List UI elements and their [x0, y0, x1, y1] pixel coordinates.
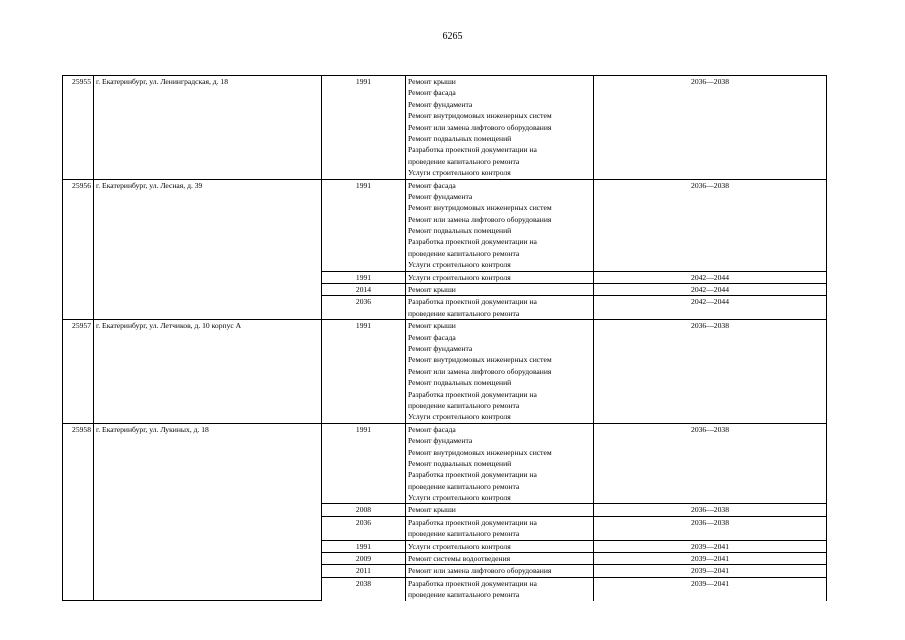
work-item: Услуги строительного контроля: [408, 412, 511, 422]
period-cell: 2039—2041: [594, 577, 827, 600]
table-body: [63, 76, 827, 601]
work-item: Ремонт внутридомовых инженерных систем: [408, 447, 552, 457]
period-cell: 2036—2038: [594, 423, 827, 504]
work-item: проведение капитального ремонта: [408, 400, 520, 410]
building-address: г. Екатеринбург, ул. Лукиных, д. 18: [94, 423, 322, 600]
page-number: 6265: [442, 31, 463, 42]
work-item: Разработка проектной документации на: [408, 517, 537, 527]
building-id: 25955: [63, 76, 94, 180]
period-cell: 2036—2038: [594, 76, 827, 180]
works-cell: [406, 76, 594, 180]
works-cell: [406, 565, 594, 577]
works-cell: [406, 271, 594, 283]
work-item: Услуги строительного контроля: [408, 272, 511, 282]
work-item: Услуги строительного контроля: [408, 541, 511, 551]
year-cell: 2036: [322, 516, 406, 540]
work-item: Ремонт фасада: [408, 180, 456, 190]
work-item: Услуги строительного контроля: [408, 168, 511, 178]
work-item: Ремонт крыши: [408, 505, 456, 515]
building-address: г. Екатеринбург, ул. Летчиков, д. 10 корпус А: [94, 320, 322, 424]
year-cell: 2011: [322, 565, 406, 577]
work-item: Ремонт крыши: [408, 321, 456, 331]
period-cell: 2039—2041: [594, 553, 827, 565]
works-cell: [406, 553, 594, 565]
works-cell: [406, 296, 594, 320]
works-cell: [406, 516, 594, 540]
table-row: [63, 320, 827, 424]
work-item: Услуги строительного контроля: [408, 493, 511, 503]
work-item: проведение капитального ремонта: [408, 590, 520, 600]
work-item: Разработка проектной документации на: [408, 237, 537, 247]
work-item: проведение капитального ремонта: [408, 529, 520, 539]
work-item: Ремонт фасада: [408, 88, 456, 98]
building-id: 25958: [63, 423, 94, 600]
work-item: Ремонт системы водоотведения: [408, 554, 511, 564]
work-item: Ремонт подвальных помещений: [408, 133, 512, 143]
work-item: Ремонт или замена лифтового оборудования: [408, 366, 552, 376]
work-item: Ремонт или замена лифтового оборудования: [408, 214, 552, 224]
year-cell: 1991: [322, 320, 406, 424]
building-address: г. Екатеринбург, ул. Лесная, д. 39: [94, 179, 322, 320]
building-id: 25957: [63, 320, 94, 424]
work-item: Ремонт фундамента: [408, 344, 473, 354]
work-item: проведение капитального ремонта: [408, 308, 520, 318]
year-cell: 1991: [322, 76, 406, 180]
period-cell: 2036—2038: [594, 179, 827, 271]
work-item: Разработка проектной документации на: [408, 389, 537, 399]
work-item: Ремонт подвальных помещений: [408, 226, 512, 236]
work-item: Ремонт крыши: [408, 285, 456, 295]
work-item: Ремонт крыши: [408, 77, 456, 86]
year-cell: 2038: [322, 577, 406, 600]
year-cell: 1991: [322, 540, 406, 552]
period-cell: 2042—2044: [594, 271, 827, 283]
work-item: Ремонт фундамента: [408, 436, 473, 446]
work-item: Разработка проектной документации на: [408, 578, 537, 588]
works-cell: [406, 423, 594, 504]
building-id: 25956: [63, 179, 94, 320]
work-item: Ремонт внутридомовых инженерных систем: [408, 355, 552, 365]
work-item: Ремонт фундамента: [408, 99, 473, 109]
year-cell: 1991: [322, 271, 406, 283]
work-item: Разработка проектной документации на: [408, 145, 537, 155]
works-cell: [406, 284, 594, 296]
work-item: Ремонт или замена лифтового оборудования: [408, 566, 552, 576]
building-address: г. Екатеринбург, ул. Ленинградская, д. 18: [94, 76, 322, 180]
work-item: Ремонт подвальных помещений: [408, 458, 512, 468]
works-cell: [406, 577, 594, 600]
works-cell: [406, 320, 594, 424]
work-item: Разработка проектной документации на: [408, 470, 537, 480]
works-cell: [406, 179, 594, 271]
works-cell: [406, 504, 594, 516]
work-item: Ремонт внутридомовых инженерных систем: [408, 111, 552, 121]
capital-repair-table: [62, 75, 827, 601]
work-item: Ремонт подвальных помещений: [408, 378, 512, 388]
work-item: Услуги строительного контроля: [408, 260, 511, 270]
period-cell: 2036—2038: [594, 516, 827, 540]
year-cell: 1991: [322, 423, 406, 504]
period-cell: 2042—2044: [594, 284, 827, 296]
work-item: Ремонт внутридомовых инженерных систем: [408, 203, 552, 213]
period-cell: 2039—2041: [594, 540, 827, 552]
work-item: проведение капитального ремонта: [408, 156, 520, 166]
period-cell: 2036—2038: [594, 504, 827, 516]
period-cell: 2036—2038: [594, 320, 827, 424]
year-cell: 1991: [322, 179, 406, 271]
period-cell: 2042—2044: [594, 296, 827, 320]
table-row: [63, 76, 827, 180]
year-cell: 2009: [322, 553, 406, 565]
period-cell: 2039—2041: [594, 565, 827, 577]
works-cell: [406, 540, 594, 552]
year-cell: 2014: [322, 284, 406, 296]
work-item: Ремонт фундамента: [408, 191, 473, 201]
work-item: Разработка проектной документации на: [408, 297, 537, 307]
work-item: проведение капитального ремонта: [408, 248, 520, 258]
work-item: проведение капитального ремонта: [408, 481, 520, 491]
year-cell: 2008: [322, 504, 406, 516]
work-item: Ремонт фасада: [408, 424, 456, 434]
work-item: Ремонт или замена лифтового оборудования: [408, 122, 552, 132]
work-item: Ремонт фасада: [408, 332, 456, 342]
table-row: [63, 179, 827, 271]
table-row: [63, 423, 827, 504]
year-cell: 2036: [322, 296, 406, 320]
